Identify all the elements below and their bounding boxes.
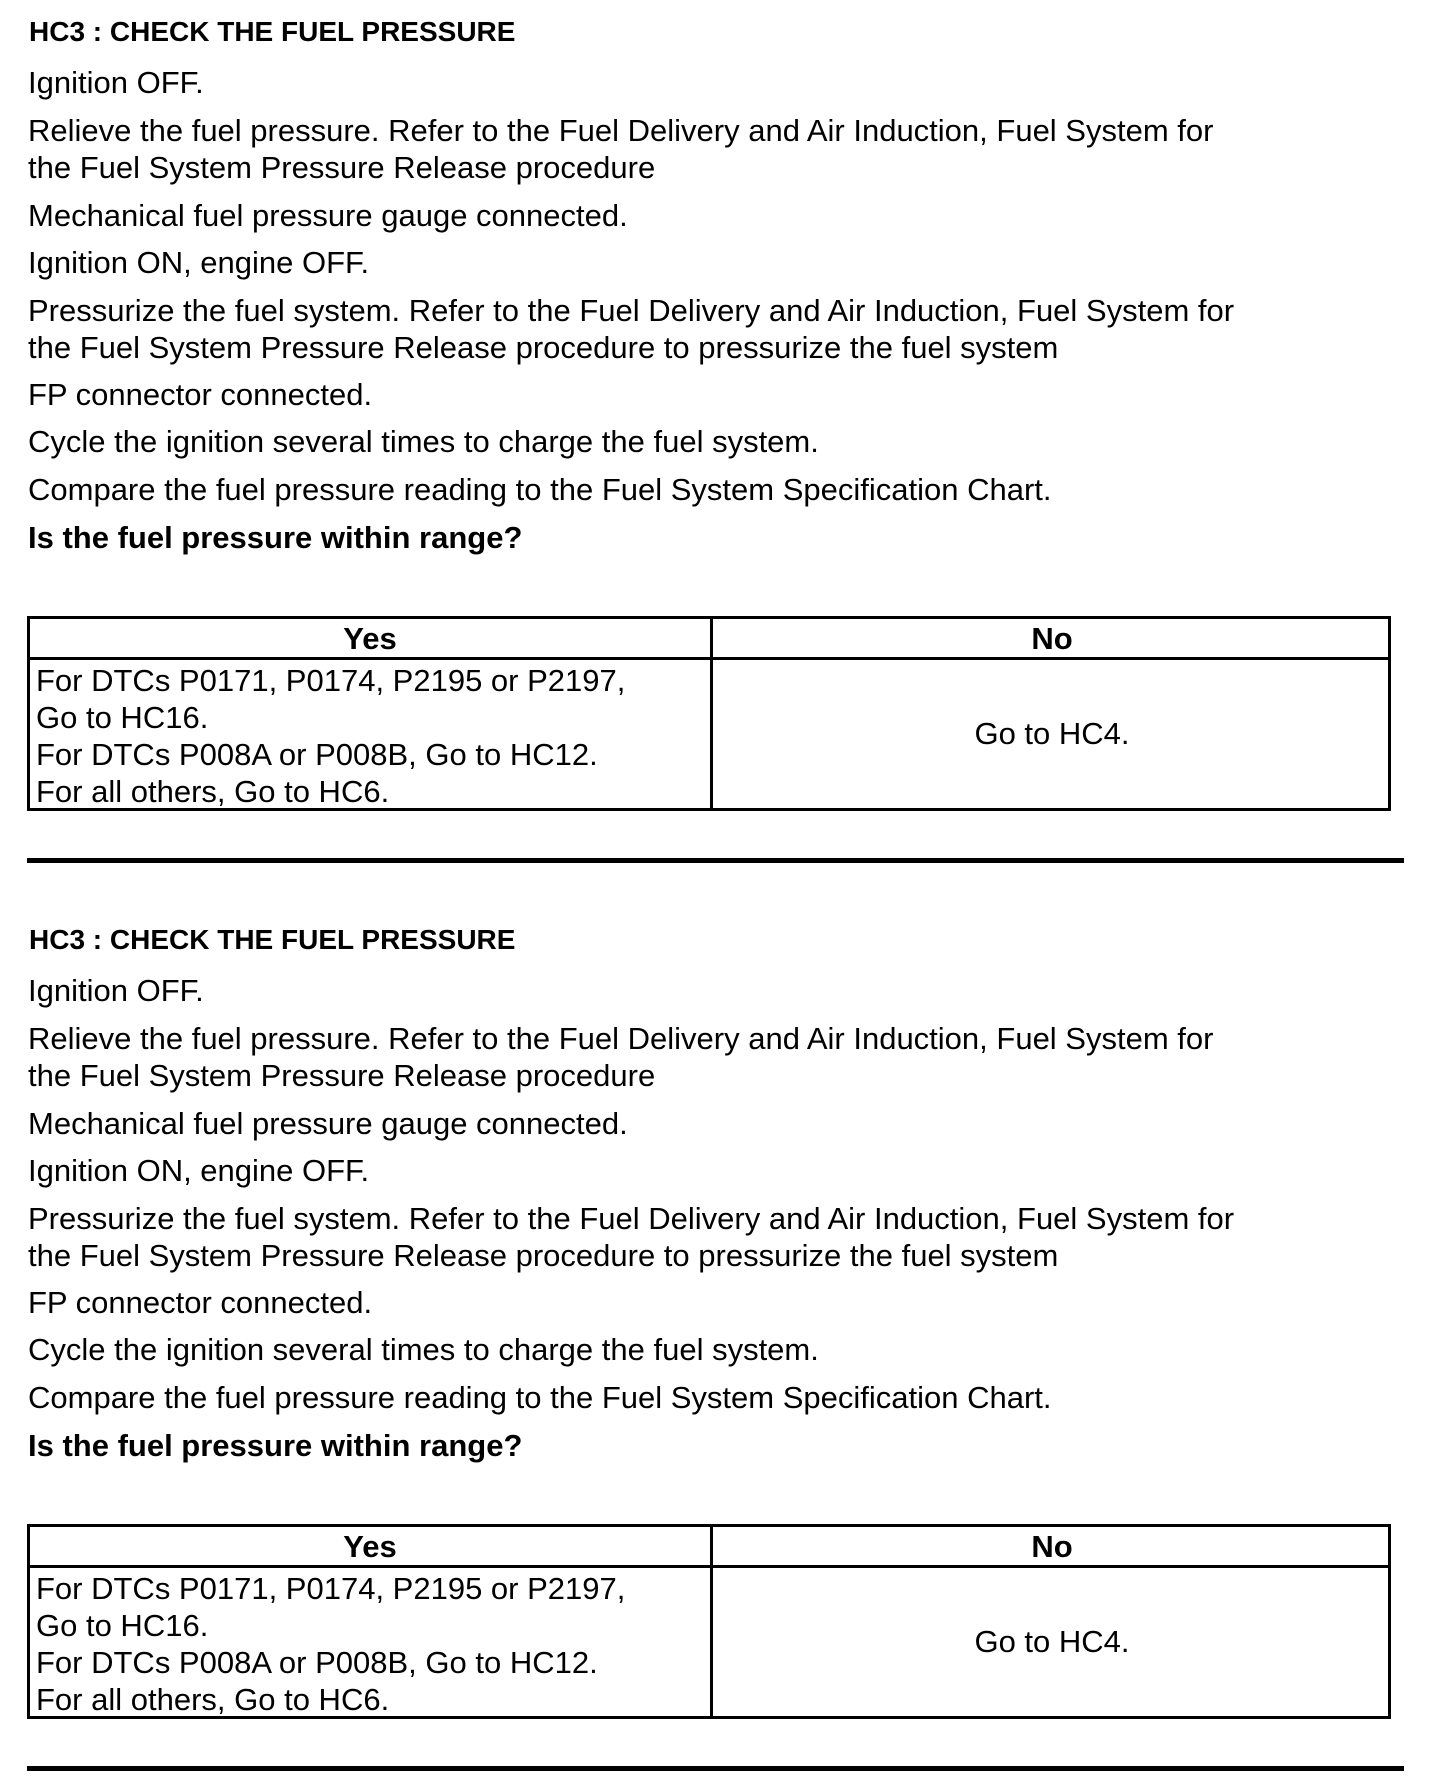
step-line: Compare the fuel pressure reading to the Fuel System Specification Chart. — [28, 1380, 1052, 1415]
step-line: Relieve the fuel pressure. Refer to the Fuel Delivery and Air Induction, Fuel System for — [28, 1021, 1214, 1056]
yes-result-line: For DTCs P008A or P008B, Go to HC12. — [36, 1645, 598, 1680]
decision-question: Is the fuel pressure within range? — [28, 1428, 523, 1463]
yes-result-line: Go to HC16. — [36, 700, 209, 735]
no-column-header: No — [1031, 1529, 1073, 1564]
step-line: the Fuel System Pressure Release procedure — [28, 150, 656, 185]
result-table — [27, 1524, 1391, 1719]
no-result-text: Go to HC4. — [974, 1624, 1130, 1659]
no-result-text: Go to HC4. — [974, 716, 1130, 751]
no-result-cell — [713, 660, 1391, 808]
procedure-section-2 — [0, 908, 1440, 1768]
result-table — [27, 616, 1391, 811]
step-line: Compare the fuel pressure reading to the Fuel System Specification Chart. — [28, 472, 1052, 507]
yes-result-cell — [36, 1570, 625, 1718]
step-line: Cycle the ignition several times to charge the fuel system. — [28, 424, 819, 459]
no-column-header: No — [1031, 621, 1073, 656]
section-divider-rule — [27, 1766, 1404, 1771]
step-line: Ignition OFF. — [28, 65, 204, 100]
yes-result-line: For DTCs P0171, P0174, P2195 or P2197, — [36, 663, 626, 698]
yes-column-header: Yes — [343, 621, 397, 656]
yes-result-line: Go to HC16. — [36, 1608, 209, 1643]
yes-result-line: For DTCs P008A or P008B, Go to HC12. — [36, 737, 598, 772]
section-divider-rule — [27, 858, 1404, 863]
step-line: FP connector connected. — [28, 1285, 373, 1320]
step-line: FP connector connected. — [28, 377, 373, 412]
procedure-section-1 — [0, 0, 1440, 860]
section-heading: HC3 : CHECK THE FUEL PRESSURE — [29, 924, 516, 955]
step-line: Mechanical fuel pressure gauge connected. — [28, 1106, 628, 1141]
step-line: Ignition ON, engine OFF. — [28, 245, 370, 280]
step-line: the Fuel System Pressure Release procedure to pressurize the fuel system — [28, 330, 1059, 365]
step-line: Pressurize the fuel system. Refer to the Fuel Delivery and Air Induction, Fuel System for — [28, 1201, 1235, 1236]
yes-result-line: For all others, Go to HC6. — [36, 774, 390, 809]
section-heading: HC3 : CHECK THE FUEL PRESSURE — [29, 16, 516, 47]
decision-question: Is the fuel pressure within range? — [28, 520, 523, 555]
step-line: Ignition OFF. — [28, 973, 204, 1008]
yes-result-line: For DTCs P0171, P0174, P2195 or P2197, — [36, 1571, 626, 1606]
yes-column-header: Yes — [343, 1529, 397, 1564]
yes-result-line: For all others, Go to HC6. — [36, 1682, 390, 1717]
step-line: Pressurize the fuel system. Refer to the Fuel Delivery and Air Induction, Fuel System for — [28, 293, 1235, 328]
step-line: the Fuel System Pressure Release procedure to pressurize the fuel system — [28, 1238, 1059, 1273]
no-result-cell — [713, 1568, 1391, 1716]
step-line: Ignition ON, engine OFF. — [28, 1153, 370, 1188]
step-line: Relieve the fuel pressure. Refer to the Fuel Delivery and Air Induction, Fuel System for — [28, 113, 1214, 148]
step-line: Cycle the ignition several times to charge the fuel system. — [28, 1332, 819, 1367]
step-line: Mechanical fuel pressure gauge connected. — [28, 198, 628, 233]
yes-result-cell — [36, 662, 625, 810]
step-line: the Fuel System Pressure Release procedure — [28, 1058, 656, 1093]
